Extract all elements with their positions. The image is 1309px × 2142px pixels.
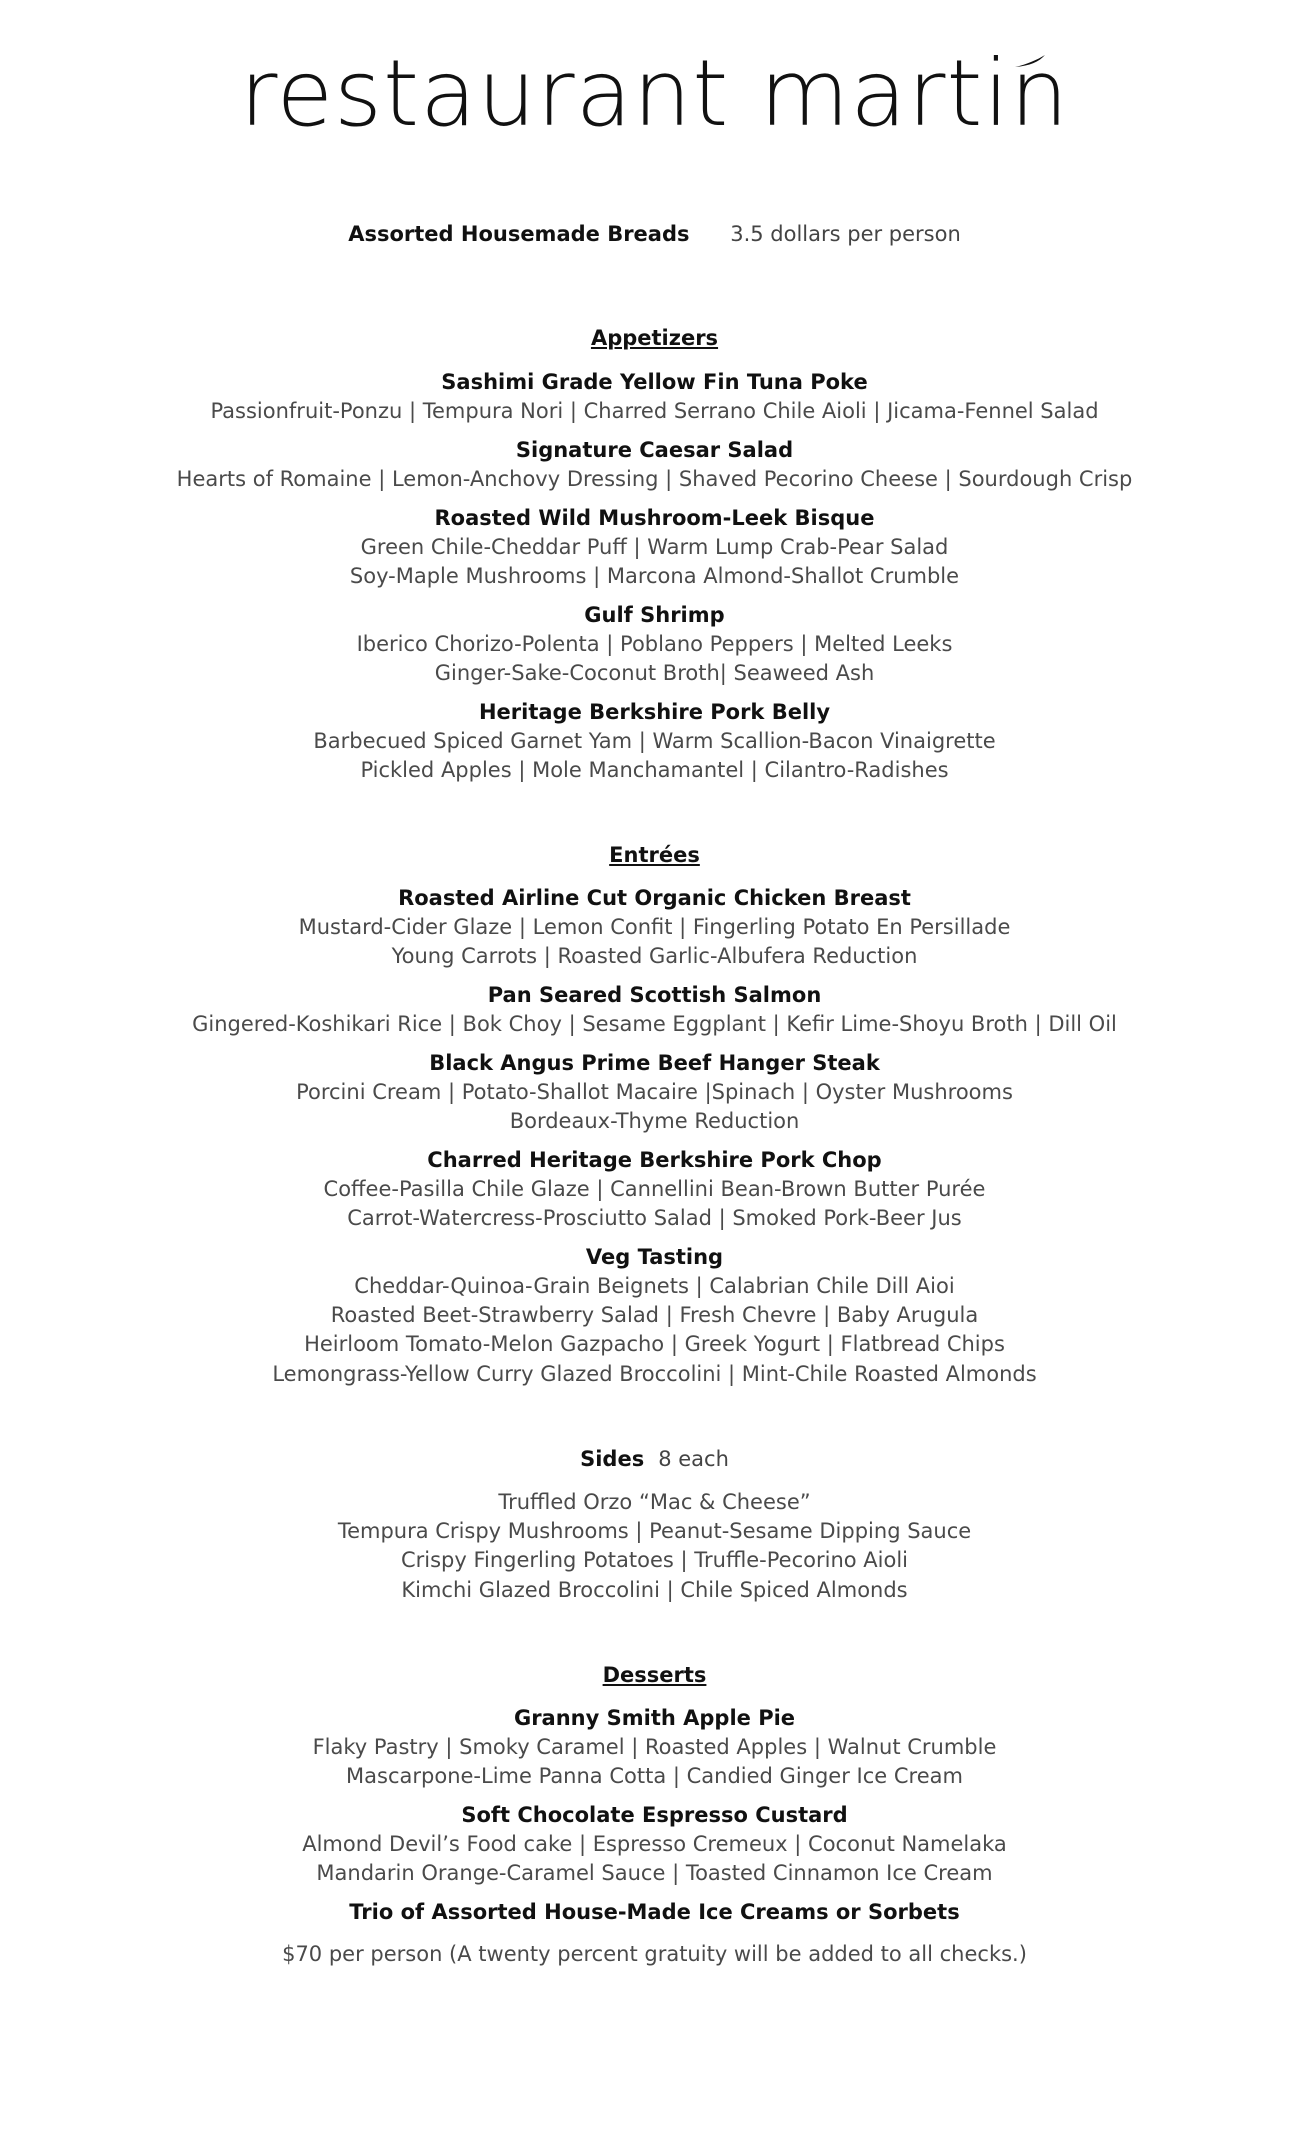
menu-item-description: Heirloom Tomato-Melon Gazpacho | Greek Yogurt | Flatbread Chips	[304, 1332, 1005, 1356]
menu-item-title: Signature Caesar Salad	[515, 438, 794, 462]
menu-item-title: Roasted Wild Mushroom-Leek Bisque	[434, 506, 875, 530]
menu-item-description: Soy-Maple Mushrooms | Marcona Almond-Shallot Crumble	[349, 564, 960, 588]
sides-title	[0, 1445, 1309, 1474]
menu-item-description: Iberico Chorizo-Polenta | Poblano Peppers | Melted Leeks	[356, 632, 953, 656]
menu-item-title: Granny Smith Apple Pie	[513, 1706, 796, 1730]
menu-item-title: Sashimi Grade Yellow Fin Tuna Poke	[441, 370, 868, 394]
sides-price: 8 each	[658, 1447, 729, 1471]
logo-text: restaurant martin	[239, 40, 1070, 147]
menu-item-title: Roasted Airline Cut Organic Chicken Breast	[398, 886, 911, 910]
menu-item-description: Flaky Pastry | Smoky Caramel | Roasted Apples | Walnut Crumble	[312, 1735, 997, 1759]
menu-item-description: Coffee-Pasilla Chile Glaze | Cannellini Bean-Brown Butter Purée	[323, 1177, 986, 1201]
menu-item-description: Ginger-Sake-Coconut Broth| Seaweed Ash	[434, 661, 875, 685]
menu-item-description: Green Chile-Cheddar Puff | Warm Lump Crab-Pear Salad	[360, 535, 949, 559]
restaurant-logo	[0, 40, 1309, 147]
menu-item-description: Gingered-Koshikari Rice | Bok Choy | Sesame Eggplant | Kefir Lime-Shoyu Broth | Dill Oil	[192, 1012, 1117, 1036]
menu-item-title: Black Angus Prime Beef Hanger Steak	[429, 1051, 880, 1075]
menu-item-title: Heritage Berkshire Pork Belly	[478, 700, 831, 724]
entrees-heading: Entrées	[609, 843, 700, 867]
menu-item-description: Cheddar-Quinoa-Grain Beignets | Calabrian Chile Dill Aioi	[354, 1274, 955, 1298]
menu-item-title: Charred Heritage Berkshire Pork Chop	[427, 1148, 882, 1172]
leaf-accent-icon	[1013, 54, 1047, 68]
footer-note: $70 per person (A twenty percent gratuity will be added to all checks.)	[282, 1942, 1027, 1966]
menu-item-description: Pickled Apples | Mole Manchamantel | Cilantro-Radishes	[360, 758, 949, 782]
menu-item-description: Roasted Beet-Strawberry Salad | Fresh Chevre | Baby Arugula	[330, 1303, 979, 1327]
menu-item-description: Young Carrots | Roasted Garlic-Albufera Reduction	[391, 944, 918, 968]
menu-item-description: Almond Devil’s Food cake | Espresso Cremeux | Coconut Namelaka	[302, 1832, 1007, 1856]
menu-item-description: Mandarin Orange-Caramel Sauce | Toasted Cinnamon Ice Cream	[316, 1861, 993, 1885]
desserts-heading: Desserts	[602, 1663, 707, 1687]
menu-item-title: Veg Tasting	[585, 1245, 724, 1269]
menu-item-description: Lemongrass-Yellow Curry Glazed Broccolini | Mint-Chile Roasted Almonds	[272, 1362, 1037, 1386]
menu-item-description: Passionfruit-Ponzu | Tempura Nori | Charred Serrano Chile Aioli | Jicama-Fennel Salad	[210, 399, 1099, 423]
side-item: Crispy Fingerling Potatoes | Truffle-Pecorino Aioli	[400, 1548, 909, 1572]
menu-item-title: Gulf Shrimp	[584, 603, 725, 627]
menu-item-title: Pan Seared Scottish Salmon	[487, 983, 822, 1007]
side-item: Tempura Crispy Mushrooms | Peanut-Sesame Dipping Sauce	[337, 1519, 972, 1543]
menu-item-description: Mascarpone-Lime Panna Cotta | Candied Ginger Ice Cream	[346, 1764, 963, 1788]
menu-item-description: Carrot-Watercress-Prosciutto Salad | Smoked Pork-Beer Jus	[347, 1206, 962, 1230]
side-item: Kimchi Glazed Broccolini | Chile Spiced Almonds	[401, 1578, 908, 1602]
sides-heading: Sides	[580, 1447, 645, 1471]
menu-item-description: Bordeaux-Thyme Reduction	[509, 1109, 800, 1133]
menu-item-description: Porcini Cream | Potato-Shallot Macaire |Spinach | Oyster Mushrooms	[296, 1080, 1013, 1104]
menu-item-title: Soft Chocolate Espresso Custard	[461, 1803, 848, 1827]
menu-item-description: Mustard-Cider Glaze | Lemon Confit | Fingerling Potato En Persillade	[298, 915, 1011, 939]
bread-name: Assorted Housemade Breads	[348, 222, 690, 246]
bread-line	[0, 222, 1309, 246]
menu-item-description: Hearts of Romaine | Lemon-Anchovy Dressing | Shaved Pecorino Cheese | Sourdough Crisp	[176, 467, 1133, 491]
menu-item-description: Barbecued Spiced Garnet Yam | Warm Scallion-Bacon Vinaigrette	[313, 729, 996, 753]
side-item: Truffled Orzo “Mac & Cheese”	[498, 1490, 811, 1514]
bread-price: 3.5 dollars per person	[730, 222, 961, 246]
appetizers-heading: Appetizers	[590, 326, 719, 350]
menu-item-title: Trio of Assorted House-Made Ice Creams or Sorbets	[349, 1900, 960, 1924]
